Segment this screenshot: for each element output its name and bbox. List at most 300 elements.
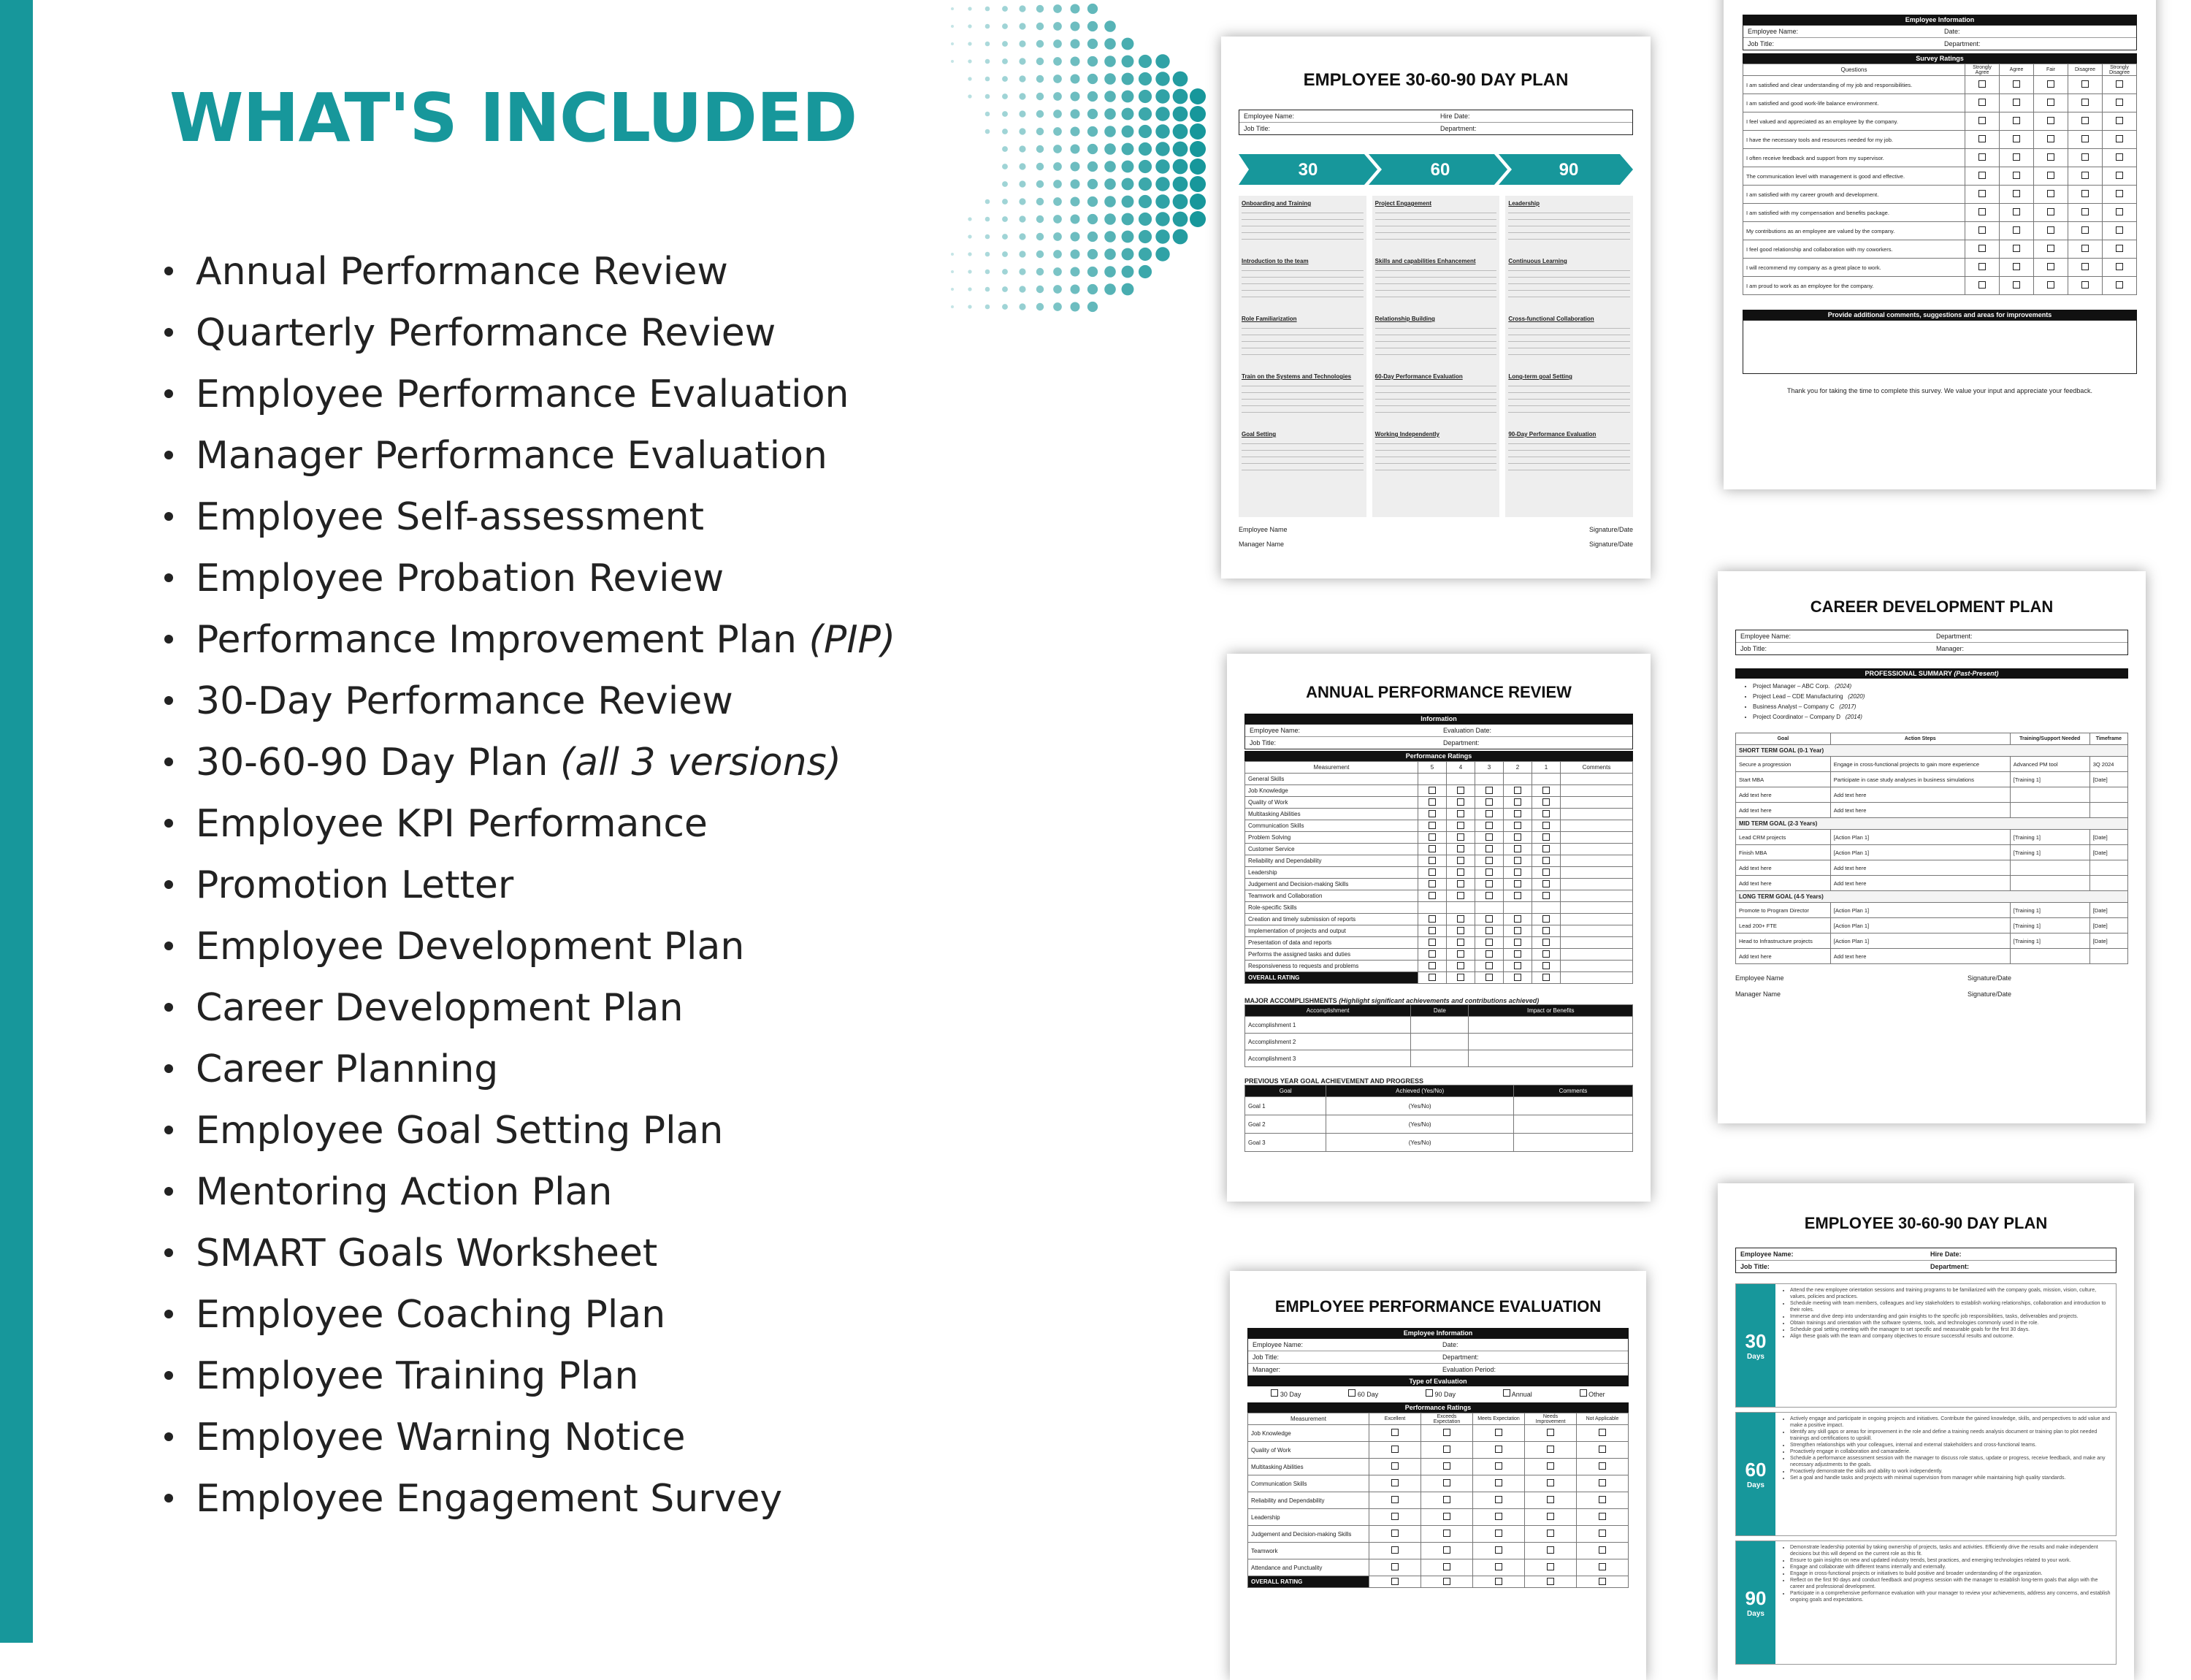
checkbox[interactable] bbox=[1391, 1479, 1399, 1486]
checkbox[interactable] bbox=[1978, 117, 1986, 124]
checkbox[interactable] bbox=[1547, 1513, 1554, 1520]
checkbox[interactable] bbox=[1485, 880, 1493, 887]
checkbox[interactable] bbox=[1429, 845, 1436, 852]
phase-label: 30 bbox=[1298, 160, 1318, 180]
cell: [Action Plan 1] bbox=[1830, 845, 2010, 860]
checkbox[interactable] bbox=[1495, 1513, 1502, 1520]
checkbox[interactable] bbox=[1457, 845, 1464, 852]
checkbox[interactable] bbox=[2081, 281, 2089, 289]
checkbox[interactable] bbox=[2047, 245, 2054, 252]
checkbox[interactable] bbox=[2081, 208, 2089, 215]
checkbox[interactable] bbox=[1443, 1513, 1450, 1520]
checkbox[interactable] bbox=[1271, 1389, 1278, 1397]
checkbox[interactable] bbox=[2047, 263, 2054, 270]
checkbox[interactable] bbox=[2047, 172, 2054, 179]
checkbox[interactable] bbox=[2081, 80, 2089, 88]
checkbox[interactable] bbox=[1599, 1563, 1606, 1570]
checkbox[interactable] bbox=[2013, 263, 2020, 270]
dot bbox=[968, 42, 971, 45]
evaluation-type-option[interactable]: 90 Day bbox=[1426, 1386, 1456, 1402]
checkbox[interactable] bbox=[1978, 208, 1986, 215]
checkbox[interactable] bbox=[1542, 822, 1550, 829]
checkbox[interactable] bbox=[1443, 1462, 1450, 1470]
checkbox[interactable] bbox=[1429, 950, 1436, 958]
dot bbox=[1071, 75, 1080, 84]
cell: [Date] bbox=[2089, 918, 2127, 933]
checkbox[interactable] bbox=[2116, 135, 2123, 142]
checkbox[interactable] bbox=[1485, 857, 1493, 864]
dot bbox=[1036, 110, 1044, 118]
checkbox[interactable] bbox=[1599, 1446, 1606, 1453]
checkbox[interactable] bbox=[1391, 1462, 1399, 1470]
checkbox[interactable] bbox=[2081, 99, 2089, 106]
checkbox[interactable] bbox=[1514, 939, 1521, 946]
plan-heading: Introduction to the team bbox=[1242, 258, 1309, 264]
checkbox[interactable] bbox=[1485, 950, 1493, 958]
plan-heading: Skills and capabilities Enhancement bbox=[1374, 258, 1476, 264]
dot bbox=[1173, 124, 1188, 140]
checkbox[interactable] bbox=[1485, 787, 1493, 794]
dot bbox=[1155, 247, 1169, 261]
checkbox[interactable] bbox=[2047, 226, 2054, 234]
bullet-icon bbox=[164, 1064, 173, 1073]
checkbox[interactable] bbox=[2013, 99, 2020, 106]
dot bbox=[1122, 196, 1134, 208]
checkbox[interactable] bbox=[1978, 245, 1986, 252]
included-item bbox=[164, 855, 895, 916]
checkbox[interactable] bbox=[1514, 810, 1521, 817]
checkbox[interactable] bbox=[2116, 263, 2123, 270]
item-label: Employee Self-assessment bbox=[196, 495, 704, 539]
checkbox[interactable] bbox=[1429, 833, 1436, 841]
cell: [Action Plan 1] bbox=[1830, 830, 2010, 845]
checkbox[interactable] bbox=[2013, 226, 2020, 234]
checkbox[interactable] bbox=[1542, 787, 1550, 794]
checkbox[interactable] bbox=[1542, 845, 1550, 852]
checkbox[interactable] bbox=[1485, 822, 1493, 829]
section-header: Type of Evaluation bbox=[1247, 1376, 1629, 1386]
checkbox[interactable] bbox=[1547, 1563, 1554, 1570]
phase-box: 30 Days bbox=[1736, 1284, 1775, 1407]
rating-row-label: Quality of Work bbox=[1245, 797, 1418, 809]
question: I often receive feedback and support from my supervisor. bbox=[1743, 149, 1965, 167]
checkbox[interactable] bbox=[1391, 1513, 1399, 1520]
checkbox[interactable] bbox=[1457, 950, 1464, 958]
checkbox[interactable] bbox=[1443, 1530, 1450, 1537]
field-label: Employee Name: bbox=[1740, 1251, 1794, 1258]
checkbox[interactable] bbox=[2116, 80, 2123, 88]
checkbox[interactable] bbox=[1514, 868, 1521, 876]
checkbox[interactable] bbox=[1514, 880, 1521, 887]
checkbox[interactable] bbox=[1495, 1479, 1502, 1486]
checkbox[interactable] bbox=[1457, 962, 1464, 969]
dot bbox=[1122, 126, 1134, 138]
checkbox[interactable] bbox=[2081, 245, 2089, 252]
checkbox[interactable] bbox=[1457, 810, 1464, 817]
checkbox[interactable] bbox=[2013, 208, 2020, 215]
checkbox[interactable] bbox=[1599, 1496, 1606, 1503]
checkbox[interactable] bbox=[1514, 927, 1521, 934]
checkbox[interactable] bbox=[1429, 892, 1436, 899]
checkbox[interactable] bbox=[1514, 915, 1521, 923]
checkbox[interactable] bbox=[1457, 787, 1464, 794]
checkbox[interactable] bbox=[1599, 1462, 1606, 1470]
checkbox[interactable] bbox=[1542, 950, 1550, 958]
cell: Secure a progression bbox=[1736, 757, 1831, 772]
checkbox[interactable] bbox=[1495, 1462, 1502, 1470]
checkbox[interactable] bbox=[1391, 1446, 1399, 1453]
checkbox[interactable] bbox=[2013, 245, 2020, 252]
dot bbox=[1071, 22, 1080, 31]
checkbox[interactable] bbox=[1580, 1389, 1587, 1397]
checkbox[interactable] bbox=[2047, 99, 2054, 106]
checkbox[interactable] bbox=[1978, 80, 1986, 88]
included-item bbox=[164, 1100, 895, 1161]
checkbox[interactable] bbox=[1391, 1496, 1399, 1503]
cell: [Action Plan 1] bbox=[1830, 918, 2010, 933]
checkbox[interactable] bbox=[1514, 822, 1521, 829]
checkbox[interactable] bbox=[1547, 1546, 1554, 1554]
section-row: LONG TERM GOAL (4-5 Years) bbox=[1736, 891, 2128, 903]
checkbox[interactable] bbox=[1485, 939, 1493, 946]
dot bbox=[1002, 286, 1008, 292]
checkbox[interactable] bbox=[1391, 1429, 1399, 1436]
dot bbox=[1122, 248, 1134, 261]
checkbox[interactable] bbox=[1514, 857, 1521, 864]
checkbox[interactable] bbox=[1443, 1546, 1450, 1554]
checkbox[interactable] bbox=[1542, 798, 1550, 806]
checkbox[interactable] bbox=[1485, 915, 1493, 923]
dot bbox=[1019, 180, 1025, 187]
checkbox[interactable] bbox=[2013, 135, 2020, 142]
checkbox[interactable] bbox=[1485, 962, 1493, 969]
checkbox[interactable] bbox=[2013, 172, 2020, 179]
checkbox[interactable] bbox=[1391, 1546, 1399, 1554]
goal: Goal 2 bbox=[1245, 1115, 1326, 1134]
checkbox[interactable] bbox=[2013, 153, 2020, 161]
checkbox[interactable] bbox=[1495, 1563, 1502, 1570]
cell: Head to Infrastructure projects bbox=[1736, 933, 1831, 949]
checkbox[interactable] bbox=[1391, 1563, 1399, 1570]
question: I have the necessary tools and resources needed for my job. bbox=[1743, 131, 1965, 149]
field-label: Employee Name: bbox=[1748, 28, 1799, 35]
checkbox[interactable] bbox=[1485, 892, 1493, 899]
checkbox[interactable] bbox=[1457, 822, 1464, 829]
checkbox[interactable] bbox=[2116, 281, 2123, 289]
checkbox[interactable] bbox=[2116, 117, 2123, 124]
cell: Add text here bbox=[1736, 860, 1831, 876]
dot bbox=[1122, 56, 1134, 68]
checkbox[interactable] bbox=[1457, 974, 1464, 981]
checkbox[interactable] bbox=[1457, 833, 1464, 841]
dot bbox=[1002, 41, 1008, 47]
dot bbox=[1104, 20, 1116, 32]
item-label: Manager Performance Evaluation bbox=[196, 434, 827, 478]
dot bbox=[1019, 251, 1025, 257]
checkbox[interactable] bbox=[1485, 845, 1493, 852]
checkbox[interactable] bbox=[1978, 172, 1986, 179]
dot bbox=[1104, 56, 1116, 67]
accomplishments-heading: MAJOR ACCOMPLISHMENTS (Highlight significant achievements and contributions achieved) bbox=[1244, 997, 1540, 1004]
checkbox[interactable] bbox=[2047, 208, 2054, 215]
dot bbox=[1139, 213, 1152, 226]
checkbox[interactable] bbox=[1495, 1496, 1502, 1503]
yes-no: (Yes/No) bbox=[1326, 1134, 1513, 1152]
checkbox[interactable] bbox=[1443, 1446, 1450, 1453]
checkbox[interactable] bbox=[1429, 810, 1436, 817]
item-label: Career Planning bbox=[196, 1047, 499, 1091]
summary-item: • Project Manager – ABC Corp. (2024) bbox=[1753, 681, 2128, 692]
dot bbox=[1122, 231, 1134, 243]
checkbox[interactable] bbox=[1429, 927, 1436, 934]
checkbox[interactable] bbox=[1978, 281, 1986, 289]
checkbox[interactable] bbox=[1978, 135, 1986, 142]
checkbox[interactable] bbox=[1457, 939, 1464, 946]
checkbox[interactable] bbox=[1978, 99, 1986, 106]
included-item bbox=[164, 671, 895, 732]
checkbox[interactable] bbox=[1542, 857, 1550, 864]
checkbox[interactable] bbox=[1443, 1496, 1450, 1503]
checkbox[interactable] bbox=[1542, 868, 1550, 876]
dot bbox=[1139, 195, 1152, 208]
checkbox[interactable] bbox=[1542, 880, 1550, 887]
checkbox[interactable] bbox=[2047, 281, 2054, 289]
checkbox[interactable] bbox=[2013, 80, 2020, 88]
checkbox[interactable] bbox=[1485, 833, 1493, 841]
dot bbox=[1139, 177, 1152, 191]
dot bbox=[951, 60, 954, 63]
checkbox[interactable] bbox=[1457, 927, 1464, 934]
dot bbox=[1104, 196, 1116, 207]
checkbox[interactable] bbox=[1542, 892, 1550, 899]
checkbox[interactable] bbox=[1391, 1530, 1399, 1537]
checkbox[interactable] bbox=[1429, 857, 1436, 864]
checkbox[interactable] bbox=[2116, 226, 2123, 234]
checkbox[interactable] bbox=[2013, 281, 2020, 289]
checkbox[interactable] bbox=[1429, 974, 1436, 981]
plan-column bbox=[1372, 196, 1500, 517]
checkbox[interactable] bbox=[1391, 1578, 1399, 1585]
checkbox[interactable] bbox=[2116, 172, 2123, 179]
checkbox[interactable] bbox=[1429, 880, 1436, 887]
checkbox[interactable] bbox=[2081, 226, 2089, 234]
checkbox[interactable] bbox=[1599, 1578, 1606, 1585]
checkbox[interactable] bbox=[1443, 1578, 1450, 1585]
checkbox[interactable] bbox=[1978, 153, 1986, 161]
checkbox[interactable] bbox=[1429, 915, 1436, 923]
checkbox[interactable] bbox=[1429, 868, 1436, 876]
signature-label: Signature/Date bbox=[1588, 526, 1633, 533]
plan-heading: Role Familiarization bbox=[1242, 316, 1297, 322]
checkbox[interactable] bbox=[1547, 1530, 1554, 1537]
col-header: Agree bbox=[2000, 64, 2034, 76]
dot bbox=[1139, 230, 1152, 243]
evaluation-type-option[interactable]: 30 Day bbox=[1271, 1386, 1301, 1402]
rating-row-label: Leadership bbox=[1245, 867, 1418, 879]
checkbox[interactable] bbox=[1457, 798, 1464, 806]
evaluation-type-option[interactable]: Other bbox=[1580, 1386, 1605, 1402]
checkbox[interactable] bbox=[1599, 1513, 1606, 1520]
evaluation-type-option[interactable]: 60 Day bbox=[1348, 1386, 1378, 1402]
field-label: Job Title: bbox=[1740, 1263, 1770, 1270]
checkbox[interactable] bbox=[1426, 1389, 1433, 1397]
bullet-icon bbox=[164, 696, 173, 705]
checkbox[interactable] bbox=[1443, 1429, 1450, 1436]
checkbox[interactable] bbox=[2047, 190, 2054, 197]
rating-row-label: Responsiveness to requests and problems bbox=[1245, 961, 1418, 972]
checkbox[interactable] bbox=[1547, 1479, 1554, 1486]
checkbox[interactable] bbox=[1457, 880, 1464, 887]
dot bbox=[1019, 128, 1025, 134]
checkbox[interactable] bbox=[1443, 1479, 1450, 1486]
checkbox[interactable] bbox=[1495, 1446, 1502, 1453]
checkbox[interactable] bbox=[1978, 263, 1986, 270]
checkbox[interactable] bbox=[1514, 833, 1521, 841]
checkbox[interactable] bbox=[2047, 135, 2054, 142]
checkbox[interactable] bbox=[1457, 892, 1464, 899]
checkbox[interactable] bbox=[1514, 950, 1521, 958]
checkbox[interactable] bbox=[1547, 1446, 1554, 1453]
rating-row-label: Implementation of projects and output bbox=[1245, 925, 1418, 937]
included-item bbox=[164, 977, 895, 1039]
checkbox[interactable] bbox=[2047, 80, 2054, 88]
checkbox[interactable] bbox=[1542, 974, 1550, 981]
checkbox[interactable] bbox=[2047, 117, 2054, 124]
checkbox[interactable] bbox=[1457, 868, 1464, 876]
checkbox[interactable] bbox=[1542, 939, 1550, 946]
checkbox[interactable] bbox=[1443, 1563, 1450, 1570]
text-lines bbox=[1242, 210, 1364, 243]
checkbox[interactable] bbox=[1542, 915, 1550, 923]
checkbox[interactable] bbox=[1495, 1429, 1502, 1436]
rating-row-label: Reliability and Dependability bbox=[1248, 1492, 1369, 1509]
rating-row-label: Teamwork and Collaboration bbox=[1245, 890, 1418, 902]
checkbox[interactable] bbox=[1542, 810, 1550, 817]
checkbox[interactable] bbox=[1457, 915, 1464, 923]
checkbox[interactable] bbox=[1514, 974, 1521, 981]
checkbox[interactable] bbox=[1485, 974, 1493, 981]
checkbox[interactable] bbox=[1542, 927, 1550, 934]
phase-task: • Schedule a performance assessment session with the manager to discuss role status, update or progress, receive feedback, and make any necessary adjustments to the goals. bbox=[1790, 1455, 2113, 1468]
checkbox[interactable] bbox=[2116, 190, 2123, 197]
checkbox[interactable] bbox=[1547, 1578, 1554, 1585]
summary-list bbox=[1735, 681, 2128, 722]
checkbox[interactable] bbox=[1514, 962, 1521, 969]
checkbox[interactable] bbox=[2116, 153, 2123, 161]
dot bbox=[1139, 248, 1152, 261]
checkbox[interactable] bbox=[1429, 962, 1436, 969]
dot bbox=[1087, 4, 1098, 14]
dot bbox=[1071, 92, 1080, 102]
checkbox[interactable] bbox=[2081, 117, 2089, 124]
checkbox[interactable] bbox=[1495, 1546, 1502, 1554]
page-title: WHAT'S INCLUDED bbox=[169, 79, 857, 157]
checkbox[interactable] bbox=[2081, 135, 2089, 142]
checkbox[interactable] bbox=[1503, 1389, 1510, 1397]
dot bbox=[1071, 250, 1080, 259]
checkbox[interactable] bbox=[1978, 226, 1986, 234]
checkbox[interactable] bbox=[1599, 1429, 1606, 1436]
checkbox[interactable] bbox=[1429, 939, 1436, 946]
checkbox[interactable] bbox=[1485, 868, 1493, 876]
phase-task: • Reflect on the first 90 days and conduct feedback and progress session with the manager to establish long-term goals that align with the career and professional development. bbox=[1790, 1577, 2113, 1590]
dot bbox=[1002, 181, 1008, 187]
checkbox[interactable] bbox=[1599, 1546, 1606, 1554]
item-label: Promotion Letter bbox=[196, 863, 514, 907]
dot bbox=[1071, 232, 1080, 242]
checkbox[interactable] bbox=[1429, 822, 1436, 829]
text-lines bbox=[1242, 325, 1364, 359]
checkbox[interactable] bbox=[1485, 798, 1493, 806]
phase-label: 60 bbox=[1430, 160, 1450, 180]
checkbox[interactable] bbox=[2013, 190, 2020, 197]
checkbox[interactable] bbox=[1429, 798, 1436, 806]
checkbox[interactable] bbox=[1547, 1429, 1554, 1436]
checkbox[interactable] bbox=[1485, 927, 1493, 934]
checkbox[interactable] bbox=[2081, 263, 2089, 270]
checkbox[interactable] bbox=[2013, 117, 2020, 124]
col-header: Strongly Disagree bbox=[2103, 64, 2137, 76]
bullet-icon bbox=[164, 451, 173, 459]
checkbox[interactable] bbox=[1978, 190, 1986, 197]
section-header: Survey Ratings bbox=[1743, 53, 2137, 64]
included-item bbox=[164, 1223, 895, 1284]
checkbox[interactable] bbox=[2081, 190, 2089, 197]
accomplishments-table bbox=[1244, 1004, 1633, 1067]
checkbox[interactable] bbox=[1514, 892, 1521, 899]
dot bbox=[1173, 229, 1188, 245]
dot bbox=[1071, 285, 1080, 294]
checkbox[interactable] bbox=[1542, 962, 1550, 969]
dot bbox=[1122, 38, 1134, 50]
checkbox[interactable] bbox=[1485, 810, 1493, 817]
checkbox[interactable] bbox=[1495, 1530, 1502, 1537]
dot bbox=[1087, 302, 1098, 312]
checkbox[interactable] bbox=[1547, 1496, 1554, 1503]
dot bbox=[1071, 57, 1080, 66]
item-label: Employee Goal Setting Plan bbox=[196, 1109, 724, 1153]
rating-row-label: Reliability and Dependability bbox=[1245, 855, 1418, 867]
checkbox[interactable] bbox=[2116, 208, 2123, 215]
evaluation-type-option[interactable]: Annual bbox=[1503, 1386, 1532, 1402]
col-header: Impact or Benefits bbox=[1469, 1005, 1633, 1017]
checkbox[interactable] bbox=[1514, 845, 1521, 852]
checkbox[interactable] bbox=[1599, 1479, 1606, 1486]
checkbox[interactable] bbox=[1514, 787, 1521, 794]
text-lines bbox=[1508, 210, 1630, 243]
checkbox[interactable] bbox=[1542, 833, 1550, 841]
checkbox[interactable] bbox=[2116, 99, 2123, 106]
included-item bbox=[164, 793, 895, 855]
checkbox[interactable] bbox=[2081, 153, 2089, 161]
rating-row-label: Creation and timely submission of reports bbox=[1245, 914, 1418, 925]
checkbox[interactable] bbox=[1348, 1389, 1355, 1397]
checkbox[interactable] bbox=[1599, 1530, 1606, 1537]
signature-label: Employee Name bbox=[1239, 526, 1288, 533]
checkbox[interactable] bbox=[1514, 798, 1521, 806]
field-label: Evaluation Period: bbox=[1442, 1366, 1496, 1373]
dot bbox=[985, 252, 990, 257]
checkbox[interactable] bbox=[2047, 153, 2054, 161]
checkbox[interactable] bbox=[1547, 1462, 1554, 1470]
checkbox[interactable] bbox=[2081, 172, 2089, 179]
cell: Add text here bbox=[1830, 787, 2010, 803]
checkbox[interactable] bbox=[1495, 1578, 1502, 1585]
checkbox[interactable] bbox=[2116, 245, 2123, 252]
dot bbox=[1139, 160, 1152, 173]
checkbox[interactable] bbox=[1457, 857, 1464, 864]
checkbox[interactable] bbox=[1429, 787, 1436, 794]
